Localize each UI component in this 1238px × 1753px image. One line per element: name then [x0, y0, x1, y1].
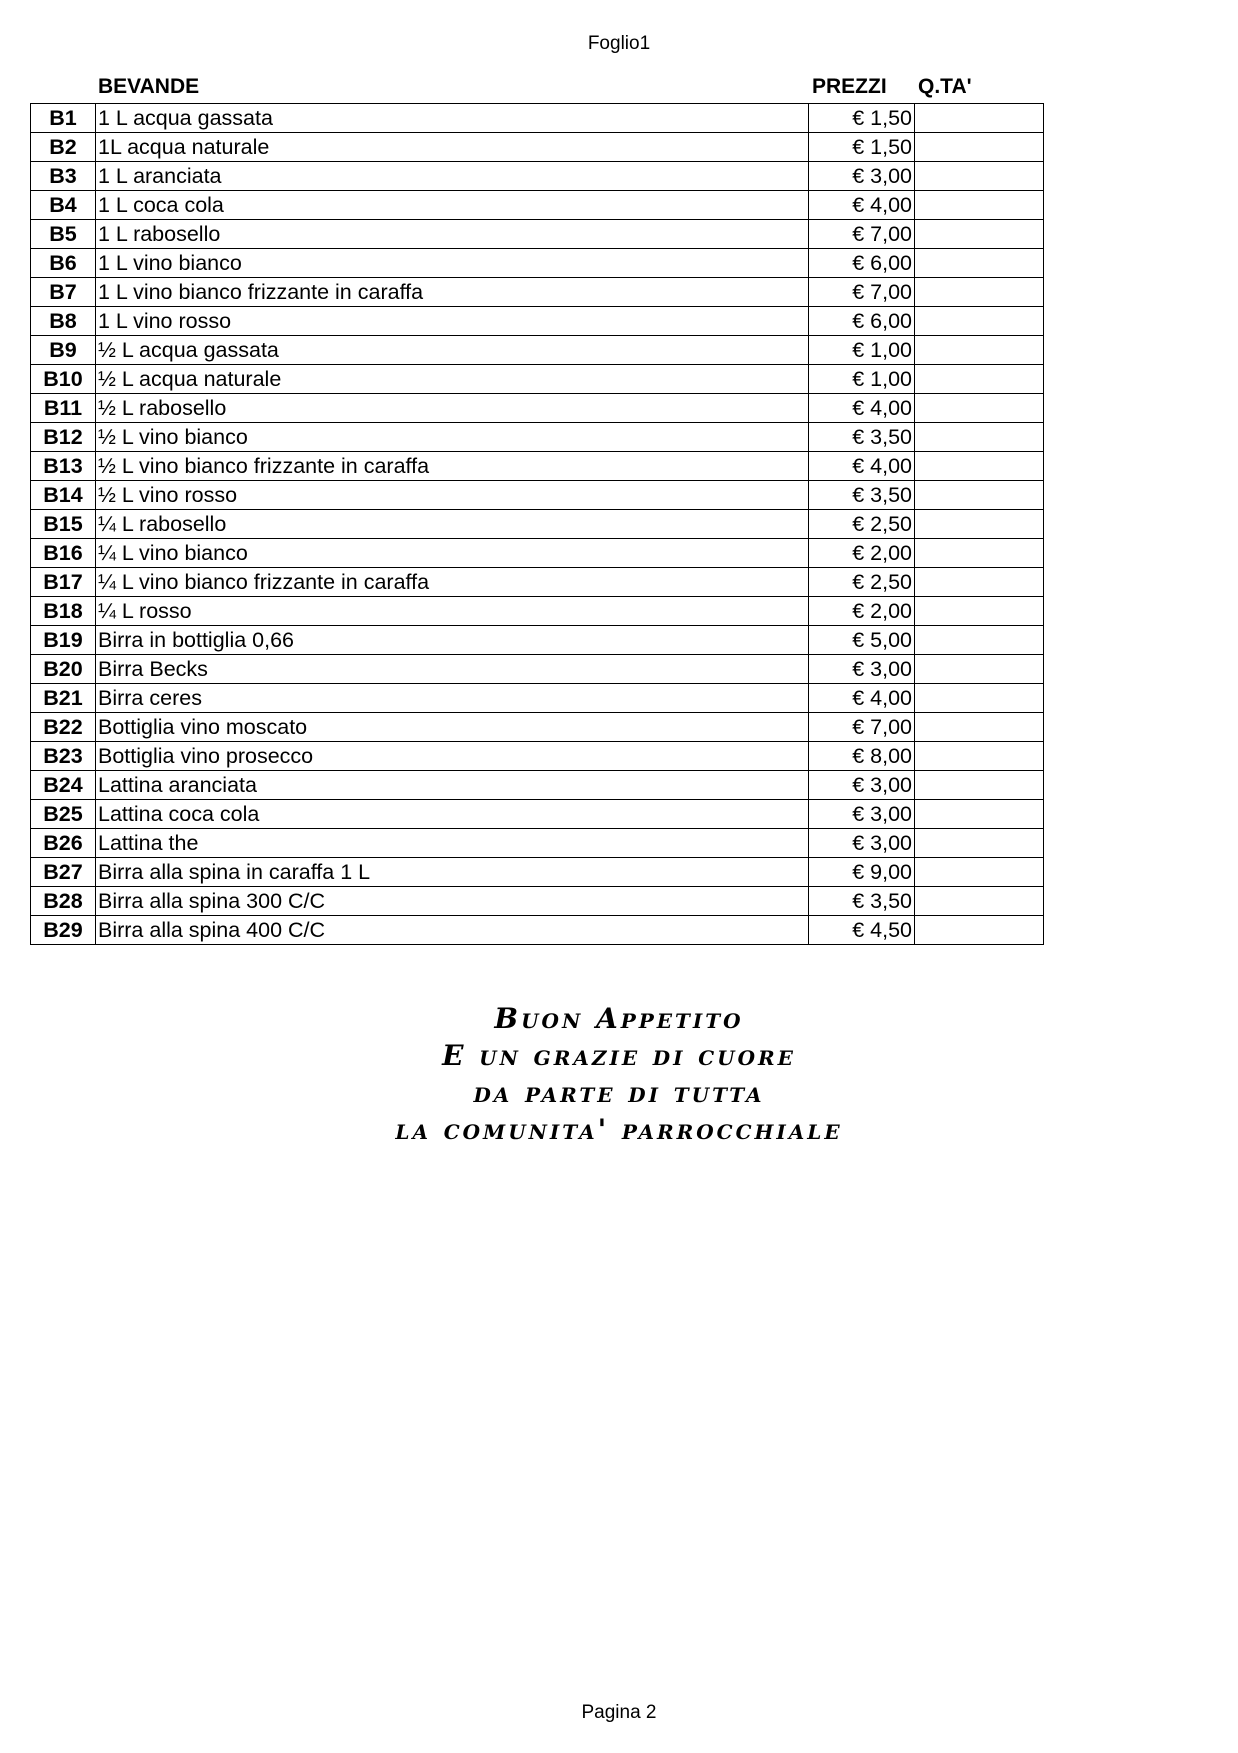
item-qty[interactable] [915, 104, 1044, 133]
item-qty[interactable] [915, 394, 1044, 423]
table-row [31, 655, 1044, 684]
page-footer: Pagina 2 [581, 1702, 657, 1723]
item-code: B7 [31, 278, 96, 307]
header-bevande: BEVANDE [98, 75, 200, 98]
item-price: € 9,00 [809, 858, 915, 887]
item-code: B14 [31, 481, 96, 510]
table-row [31, 568, 1044, 597]
item-name: Lattina coca cola [96, 800, 809, 829]
item-code: B12 [31, 423, 96, 452]
item-name: Bottiglia vino prosecco [96, 742, 809, 771]
item-qty[interactable] [915, 539, 1044, 568]
table-row [31, 423, 1044, 452]
table-row [31, 394, 1044, 423]
table-row [31, 104, 1044, 133]
table-row [31, 771, 1044, 800]
item-name: 1 L coca cola [96, 191, 809, 220]
item-price: € 2,50 [809, 510, 915, 539]
item-code: B17 [31, 568, 96, 597]
item-name: Birra Becks [96, 655, 809, 684]
item-code: B1 [31, 104, 96, 133]
item-qty[interactable] [915, 887, 1044, 916]
table-row [31, 800, 1044, 829]
item-name: Lattina the [96, 829, 809, 858]
item-code: B2 [31, 133, 96, 162]
item-qty[interactable] [915, 510, 1044, 539]
item-name: 1 L vino bianco [96, 249, 809, 278]
item-name: 1 L vino bianco frizzante in caraffa [96, 278, 809, 307]
item-price: € 3,50 [809, 423, 915, 452]
item-name: Bottiglia vino moscato [96, 713, 809, 742]
item-qty[interactable] [915, 191, 1044, 220]
table-row [31, 452, 1044, 481]
item-code: B3 [31, 162, 96, 191]
item-price: € 2,50 [809, 568, 915, 597]
drinks-table [30, 103, 1044, 945]
item-code: B21 [31, 684, 96, 713]
item-price: € 2,00 [809, 597, 915, 626]
item-price: € 3,00 [809, 829, 915, 858]
item-code: B15 [31, 510, 96, 539]
item-name: ¼ L rosso [96, 597, 809, 626]
item-name: Birra alla spina 300 C/C [96, 887, 809, 916]
table-row [31, 510, 1044, 539]
item-code: B18 [31, 597, 96, 626]
table-row [31, 858, 1044, 887]
item-qty[interactable] [915, 713, 1044, 742]
item-price: € 8,00 [809, 742, 915, 771]
item-price: € 4,00 [809, 191, 915, 220]
item-qty[interactable] [915, 307, 1044, 336]
item-price: € 5,00 [809, 626, 915, 655]
item-price: € 3,50 [809, 887, 915, 916]
item-name: ¼ L vino bianco [96, 539, 809, 568]
table-row [31, 742, 1044, 771]
item-code: B28 [31, 887, 96, 916]
item-price: € 7,00 [809, 713, 915, 742]
item-name: 1 L vino rosso [96, 307, 809, 336]
table-row [31, 713, 1044, 742]
item-code: B13 [31, 452, 96, 481]
header-qta: Q.TA' [918, 75, 972, 98]
item-code: B20 [31, 655, 96, 684]
item-code: B9 [31, 336, 96, 365]
item-qty[interactable] [915, 655, 1044, 684]
item-code: B8 [31, 307, 96, 336]
item-code: B29 [31, 916, 96, 945]
table-row [31, 626, 1044, 655]
item-name: 1L acqua naturale [96, 133, 809, 162]
item-code: B5 [31, 220, 96, 249]
item-qty[interactable] [915, 365, 1044, 394]
item-price: € 3,00 [809, 162, 915, 191]
item-price: € 6,00 [809, 307, 915, 336]
item-code: B24 [31, 771, 96, 800]
item-name: Birra alla spina 400 C/C [96, 916, 809, 945]
item-code: B19 [31, 626, 96, 655]
item-qty[interactable] [915, 800, 1044, 829]
table-row [31, 307, 1044, 336]
closing-message [0, 1000, 1238, 1148]
table-row [31, 249, 1044, 278]
item-name: ½ L vino bianco frizzante in caraffa [96, 452, 809, 481]
item-name: Birra ceres [96, 684, 809, 713]
item-price: € 4,50 [809, 916, 915, 945]
item-price: € 2,00 [809, 539, 915, 568]
item-name: ¼ L vino bianco frizzante in caraffa [96, 568, 809, 597]
table-row [31, 597, 1044, 626]
item-price: € 1,00 [809, 336, 915, 365]
closing-line: la comunita' parrocchiale [395, 1113, 843, 1146]
table-row [31, 133, 1044, 162]
item-price: € 1,50 [809, 104, 915, 133]
item-code: B11 [31, 394, 96, 423]
item-code: B4 [31, 191, 96, 220]
item-name: 1 L rabosello [96, 220, 809, 249]
item-code: B16 [31, 539, 96, 568]
item-name: Lattina aranciata [96, 771, 809, 800]
item-name: ½ L rabosello [96, 394, 809, 423]
item-code: B26 [31, 829, 96, 858]
item-price: € 6,00 [809, 249, 915, 278]
item-price: € 4,00 [809, 452, 915, 481]
item-qty[interactable] [915, 278, 1044, 307]
header-prezzi: PREZZI [812, 75, 887, 98]
item-qty[interactable] [915, 423, 1044, 452]
item-name: ½ L acqua gassata [96, 336, 809, 365]
item-qty[interactable] [915, 771, 1044, 800]
item-code: B10 [31, 365, 96, 394]
sheet-title: Foglio1 [587, 33, 651, 54]
item-qty[interactable] [915, 684, 1044, 713]
item-qty[interactable] [915, 597, 1044, 626]
item-qty[interactable] [915, 742, 1044, 771]
item-price: € 3,00 [809, 771, 915, 800]
item-price: € 1,50 [809, 133, 915, 162]
item-price: € 7,00 [809, 220, 915, 249]
table-row [31, 162, 1044, 191]
item-price: € 1,00 [809, 365, 915, 394]
item-qty[interactable] [915, 829, 1044, 858]
item-qty[interactable] [915, 916, 1044, 945]
item-qty[interactable] [915, 626, 1044, 655]
item-qty[interactable] [915, 133, 1044, 162]
item-qty[interactable] [915, 858, 1044, 887]
item-qty[interactable] [915, 452, 1044, 481]
closing-line: E un grazie di cuore [442, 1039, 796, 1072]
table-row [31, 365, 1044, 394]
item-qty[interactable] [915, 220, 1044, 249]
item-name: Birra in bottiglia 0,66 [96, 626, 809, 655]
item-qty[interactable] [915, 568, 1044, 597]
item-name: ½ L acqua naturale [96, 365, 809, 394]
item-qty[interactable] [915, 336, 1044, 365]
item-price: € 3,00 [809, 655, 915, 684]
item-name: ½ L vino rosso [96, 481, 809, 510]
item-code: B27 [31, 858, 96, 887]
table-row [31, 887, 1044, 916]
item-name: ¼ L rabosello [96, 510, 809, 539]
table-row [31, 191, 1044, 220]
drinks-table-body [31, 104, 1044, 945]
item-price: € 4,00 [809, 394, 915, 423]
table-row [31, 481, 1044, 510]
item-name: ½ L vino bianco [96, 423, 809, 452]
item-price: € 3,00 [809, 800, 915, 829]
item-qty[interactable] [915, 481, 1044, 510]
table-row [31, 829, 1044, 858]
table-row [31, 916, 1044, 945]
item-code: B25 [31, 800, 96, 829]
item-name: Birra alla spina in caraffa 1 L [96, 858, 809, 887]
closing-line: da parte di tutta [473, 1076, 765, 1109]
item-qty[interactable] [915, 249, 1044, 278]
table-row [31, 336, 1044, 365]
table-row [31, 539, 1044, 568]
item-name: 1 L acqua gassata [96, 104, 809, 133]
item-qty[interactable] [915, 162, 1044, 191]
item-price: € 3,50 [809, 481, 915, 510]
table-row [31, 684, 1044, 713]
table-row [31, 220, 1044, 249]
item-code: B22 [31, 713, 96, 742]
item-price: € 7,00 [809, 278, 915, 307]
item-price: € 4,00 [809, 684, 915, 713]
item-code: B6 [31, 249, 96, 278]
table-row [31, 278, 1044, 307]
item-code: B23 [31, 742, 96, 771]
closing-line: Buon Appetito [494, 1002, 744, 1035]
item-name: 1 L aranciata [96, 162, 809, 191]
